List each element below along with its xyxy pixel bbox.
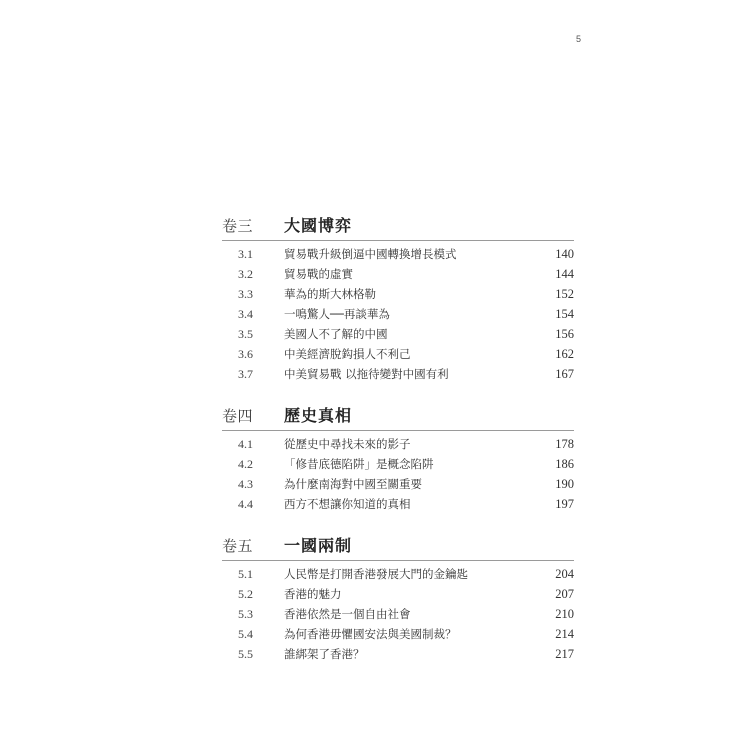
entry-number: 3.5 <box>238 326 253 341</box>
toc-entry[interactable] <box>222 564 574 584</box>
entry-number: 4.2 <box>238 456 253 471</box>
toc-entry[interactable] <box>222 324 574 344</box>
entry-title: 從歷史中尋找未來的影子 <box>284 437 411 451</box>
section-title: 歷史真相 <box>284 406 353 425</box>
entry-number: 4.3 <box>238 476 253 491</box>
entry-page: 144 <box>555 266 574 281</box>
entry-title: 香港依然是一個自由社會 <box>284 607 411 621</box>
entry-number: 3.1 <box>238 246 253 261</box>
section-entries <box>222 430 574 514</box>
entry-page: 186 <box>555 456 574 471</box>
toc-entry[interactable] <box>222 604 574 624</box>
section-label: 卷三 <box>222 217 254 235</box>
entry-page: 210 <box>555 606 574 621</box>
entry-title: 美國人不了解的中國 <box>284 327 388 341</box>
section-label: 卷四 <box>222 407 254 425</box>
toc-entry[interactable] <box>222 624 574 644</box>
entry-page: 207 <box>555 586 574 601</box>
entry-number: 5.4 <box>238 626 253 641</box>
entry-page: 197 <box>555 496 574 511</box>
entry-title: 為什麼南海對中國至關重要 <box>284 477 422 491</box>
toc-entry[interactable] <box>222 304 574 324</box>
entry-title: 誰綁架了香港？ <box>284 647 365 661</box>
page-number: 5 <box>576 34 582 44</box>
entry-title: 「修昔底德陷阱」是概念陷阱 <box>284 457 434 471</box>
entry-title: 西方不想讓你知道的真相 <box>284 497 411 511</box>
entry-title: 人民幣是打開香港發展大門的金鑰匙 <box>284 567 468 581</box>
toc-entry[interactable] <box>222 644 574 664</box>
table-of-contents <box>222 213 574 683</box>
toc-entry[interactable] <box>222 494 574 514</box>
section-header <box>222 533 574 560</box>
entry-number: 3.2 <box>238 266 253 281</box>
entry-page: 156 <box>555 326 574 341</box>
entry-title: 中美經濟脫鈎損人不利己 <box>284 347 411 361</box>
entry-number: 4.1 <box>238 436 253 451</box>
entry-page: 167 <box>555 366 574 381</box>
section-title: 大國博弈 <box>284 216 353 235</box>
entry-title: 香港的魅力 <box>284 587 342 601</box>
entry-page: 152 <box>555 286 574 301</box>
entry-number: 3.7 <box>238 366 253 381</box>
entry-title: 華為的斯大林格勒 <box>284 287 376 301</box>
entry-page: 214 <box>555 626 574 641</box>
entry-page: 204 <box>555 566 574 581</box>
section-label: 卷五 <box>222 537 254 555</box>
section-title: 一國兩制 <box>284 536 353 555</box>
toc-entry[interactable] <box>222 364 574 384</box>
entry-number: 5.3 <box>238 606 253 621</box>
toc-entry[interactable] <box>222 284 574 304</box>
toc-section <box>222 403 574 514</box>
entry-number: 3.6 <box>238 346 253 361</box>
section-entries <box>222 240 574 384</box>
toc-entry[interactable] <box>222 454 574 474</box>
entry-page: 190 <box>555 476 574 491</box>
toc-section <box>222 213 574 384</box>
toc-entry[interactable] <box>222 474 574 494</box>
entry-number: 3.3 <box>238 286 253 301</box>
entry-number: 5.2 <box>238 586 253 601</box>
toc-entry[interactable] <box>222 244 574 264</box>
entry-page: 217 <box>555 646 574 661</box>
entry-title: 一鳴驚人──再談華為 <box>284 307 390 321</box>
toc-entry[interactable] <box>222 434 574 454</box>
entry-number: 4.4 <box>238 496 253 511</box>
entry-title: 貿易戰的虛實 <box>284 267 353 281</box>
entry-title: 為何香港毋懼國安法與美國制裁？ <box>284 627 457 641</box>
entry-page: 140 <box>555 246 574 261</box>
entry-number: 3.4 <box>238 306 253 321</box>
entry-page: 154 <box>555 306 574 321</box>
entry-number: 5.1 <box>238 566 253 581</box>
section-header <box>222 213 574 240</box>
toc-entry[interactable] <box>222 344 574 364</box>
entry-page: 178 <box>555 436 574 451</box>
entry-title: 中美貿易戰 以拖待變對中國有利 <box>284 367 449 381</box>
toc-entry[interactable] <box>222 584 574 604</box>
entry-title: 貿易戰升級倒逼中國轉換增長模式 <box>284 247 457 261</box>
toc-entry[interactable] <box>222 264 574 284</box>
section-entries <box>222 560 574 664</box>
section-header <box>222 403 574 430</box>
toc-section <box>222 533 574 664</box>
entry-page: 162 <box>555 346 574 361</box>
entry-number: 5.5 <box>238 646 253 661</box>
